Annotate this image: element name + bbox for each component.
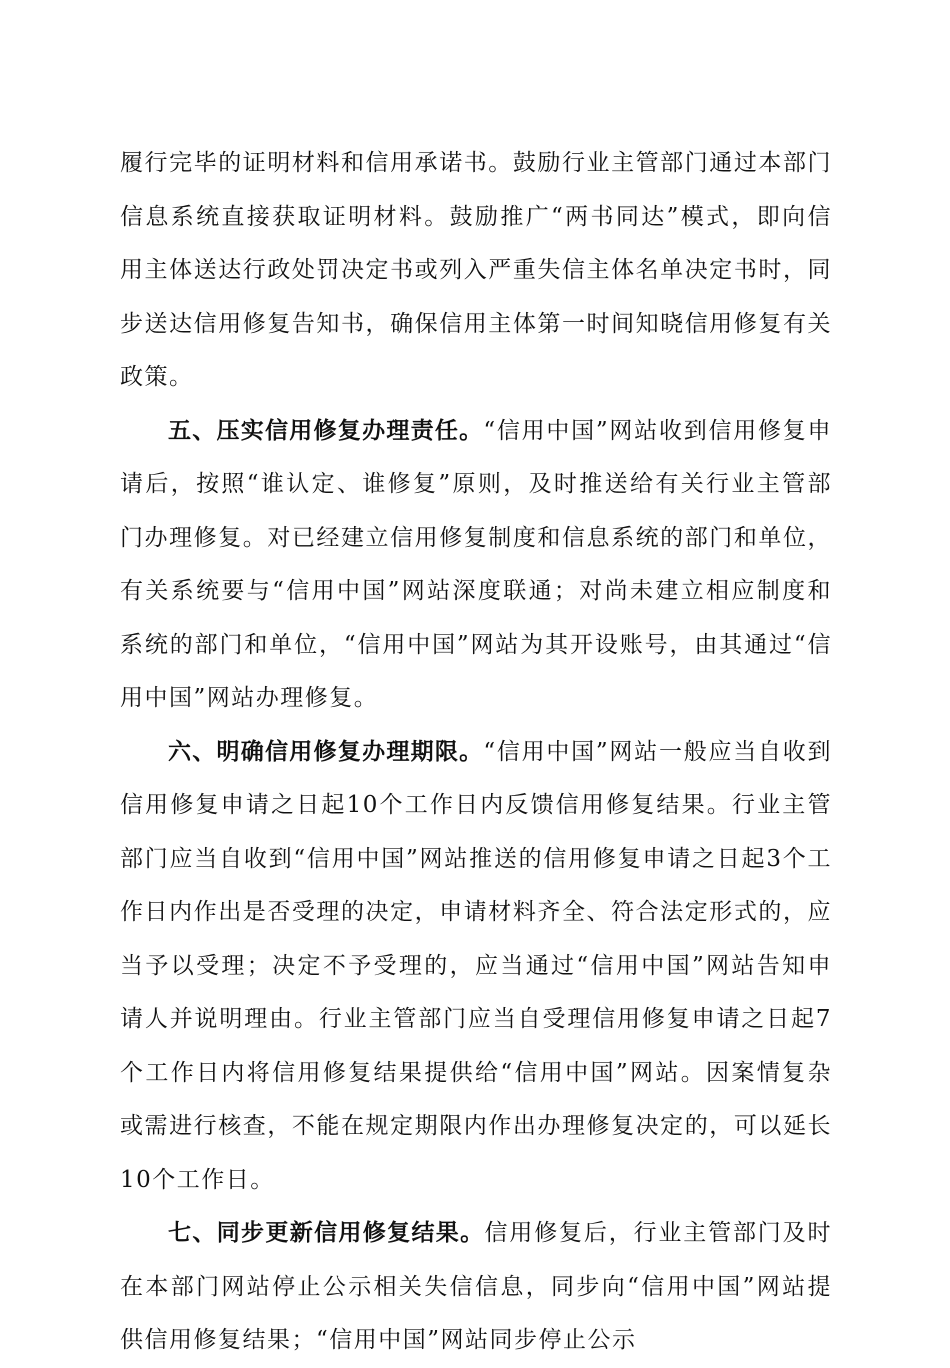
paragraph-body: 信用修复后，行业主管部门及时在本部门网站停止公示相关失信信息，同步向“信用中国”网站提供信用修复结果；“信用中国”网站同步停止公示 bbox=[120, 1220, 833, 1353]
paragraph-section-6 bbox=[120, 726, 832, 1208]
document-page bbox=[120, 137, 832, 1368]
paragraph-body: “信用中国”网站收到信用修复申请后，按照“谁认定、谁修复”原则，及时推送给有关行业主管部门办理修复。对已经建立信用修复制度和信息系统的部门和单位，有关系统要与“信用中国”网站深度联通；对尚未建立相应制度和系统的部门和单位，“信用中国”网站为其开设账号，由其通过“信用中国”网站办理修复。 bbox=[120, 417, 832, 711]
section-heading: 七、同步更新信用修复结果。 bbox=[168, 1220, 485, 1246]
section-heading: 五、压实信用修复办理责任。 bbox=[168, 417, 484, 444]
paragraph-continuation bbox=[120, 137, 832, 405]
section-heading: 六、明确信用修复办理期限。 bbox=[168, 738, 484, 765]
paragraph-body: “信用中国”网站一般应当自收到信用修复申请之日起10个工作日内反馈信用修复结果。行业主管部门应当自收到“信用中国”网站推送的信用修复申请之日起3个工作日内作出是否受理的决定，申请材料齐全、符合法定形式的，应当予以受理；决定不予受理的，应当通过“信用中国”网站告知申请人并说明理由。行业主管部门应当自受理信用修复申请之日起7个工作日内将信用修复结果提供给“信用中国”网站。因案情复杂或需进行核查，不能在规定期限内作出办理修复决定的，可以延长10个工作日。 bbox=[120, 738, 832, 1193]
paragraph-body: 履行完毕的证明材料和信用承诺书。鼓励行业主管部门通过本部门信息系统直接获取证明材料。鼓励推广“两书同达”模式，即向信用主体送达行政处罚决定书或列入严重失信主体名单决定书时，同步送达信用修复告知书，确保信用主体第一时间知晓信用修复有关政策。 bbox=[120, 150, 832, 390]
paragraph-section-5 bbox=[120, 405, 832, 726]
paragraph-section-7 bbox=[120, 1207, 832, 1368]
